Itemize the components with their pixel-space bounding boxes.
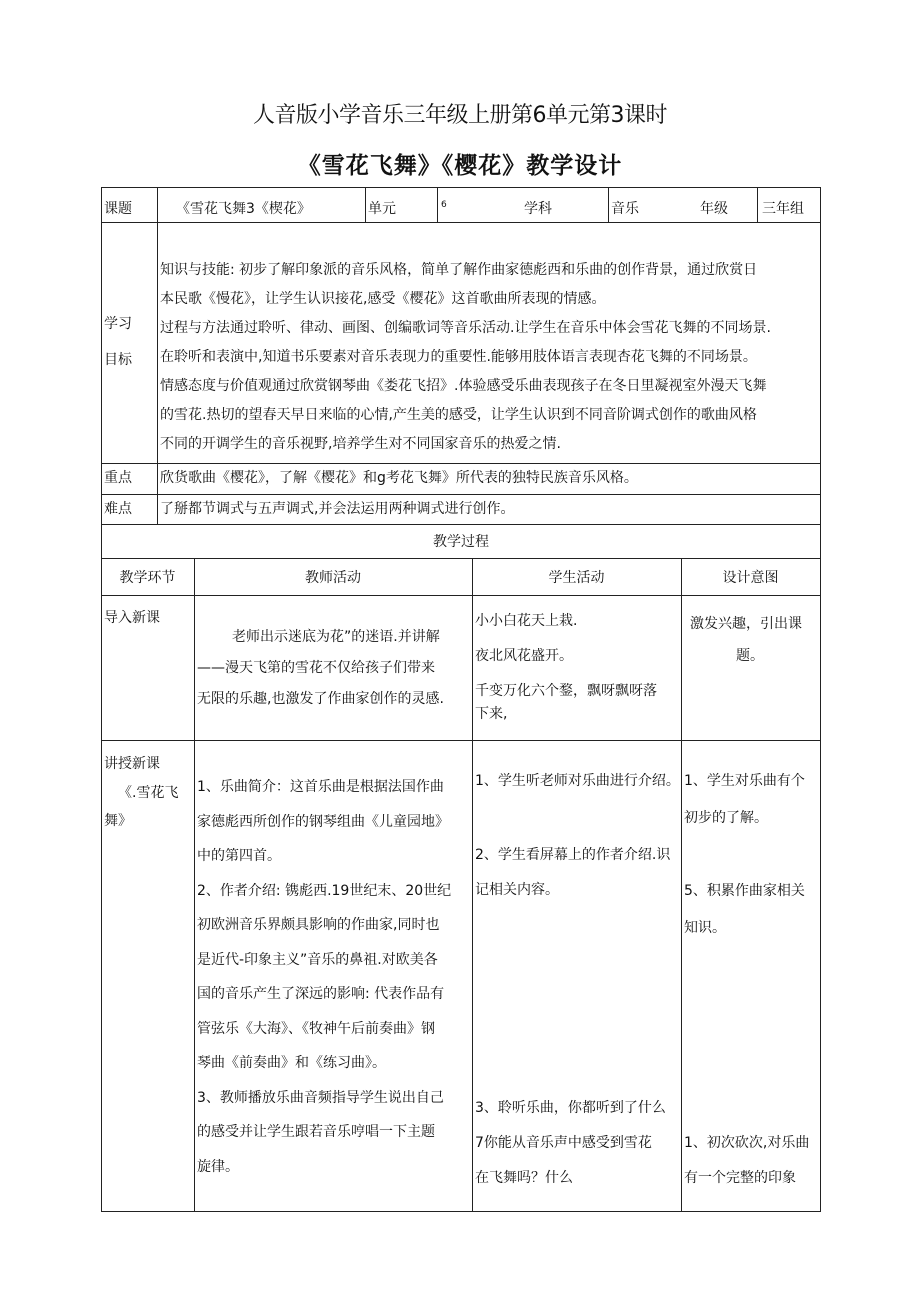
topic-label: 课题 xyxy=(104,201,132,217)
intro-student-activity xyxy=(475,604,657,732)
text-line: 讲授新课 xyxy=(104,756,160,772)
text-line: 记相关内容。 xyxy=(475,882,559,898)
lesson-teacher-activity xyxy=(197,770,451,1184)
goals-label-2: 目标 xyxy=(104,352,132,368)
goal-line: 情感态度与价值观通过欣赏钢琴曲《娄花飞招》.体验感受乐曲表现孩子在冬日里凝视室外漫天飞舞 xyxy=(160,378,767,394)
col-header-teacher: 教师活动 xyxy=(305,570,361,586)
text-line: 题。 xyxy=(736,648,764,664)
key-point-text: 欣货歌曲《樱花》，了解《樱花》和g考花飞舞》所代表的独特民族音乐风格。 xyxy=(160,470,638,486)
difficulty-label: 难点 xyxy=(104,501,132,517)
difficulty-text: 了掰都节调式与五声调式,并会法运用两种调式进行创作。 xyxy=(160,501,515,517)
text-line: 旋律。 xyxy=(197,1158,239,1175)
subject-value: 音乐 xyxy=(611,201,639,217)
unit-value: 6 xyxy=(441,200,447,210)
document-title-line1: 人音版小学音乐三年级上册第6单元第3课时 xyxy=(253,103,667,128)
text-line: ——漫天飞第的雪花不仅给孩子们带来 xyxy=(197,660,435,676)
text-line: 琴曲《前奏曲》和《练习曲》。 xyxy=(197,1055,386,1071)
goals-label-1: 学习 xyxy=(104,316,132,332)
text-line: 3、教师播放乐曲音频指导学生说出自己 xyxy=(197,1089,444,1106)
subject-label: 学科 xyxy=(524,201,552,217)
text-line: 家德彪西所创作的钢琴组曲《儿童园地》 xyxy=(197,813,449,830)
goal-line: 本民歌《慢花》，让学生认识接花,感受《樱花》这首歌曲所表现的情感。 xyxy=(160,291,606,307)
text-line: 7你能从音乐声中感受到雪花 xyxy=(475,1135,652,1151)
text-line: 无限的乐趣,也激发了作曲家创作的灵感. xyxy=(197,691,444,707)
unit-label: 单元 xyxy=(368,201,396,217)
goal-line: 知识与技能: 初步了解印象派的音乐风格，简单了解作曲家德彪西和乐曲的创作背景，通过欣赏日 xyxy=(160,262,758,278)
text-line: 在飞舞吗？什么 xyxy=(475,1170,573,1186)
goal-line: 过程与方法通过聆听、律动、画图、创编歌词等音乐活动.让学生在音乐中体会雪花飞舞的不同场景. xyxy=(160,320,771,336)
text-line: 老师出示迷底为花”的迷语.并讲解 xyxy=(232,629,440,645)
goal-line: 在聆听和表演中,知道书乐要素对音乐表现力的重要性.能够用肢体语言表现杏花飞舞的不同场景。 xyxy=(160,349,757,365)
goal-line: 不同的开调学生的音乐视野,培养学生对不同国家音乐的热爱之情. xyxy=(160,436,561,452)
text-line: 的感受并让学生跟若音乐哼唱一下主题 xyxy=(197,1124,435,1140)
text-line: 夜北风花盛开。 xyxy=(475,648,573,664)
text-line: 1、学生听老师对乐曲进行介绍。 xyxy=(475,773,680,789)
goal-line: 的雪花.热切的望春天早日来临的心情,产生美的感受，让学生认识到不同音阶调式创作的歌曲风格 xyxy=(160,407,757,423)
text-line: 激发兴趣，引出课 xyxy=(690,616,802,632)
grade-label: 年级 xyxy=(700,201,728,217)
text-line: 2、作者介绍: 镌彪西.19世纪末、20世纪 xyxy=(197,882,452,899)
stage-intro: 导入新课 xyxy=(104,610,160,626)
text-line: 舞》 xyxy=(104,813,132,829)
text-line: 有一个完整的印象 xyxy=(684,1170,796,1186)
learning-goals-text xyxy=(160,256,771,459)
text-line: 初欧洲音乐界颇具影响的作曲家,同时也 xyxy=(197,917,440,933)
key-point-label: 重点 xyxy=(104,470,132,486)
col-header-intent: 设计意图 xyxy=(722,570,779,586)
text-line: 3、聆听乐曲，你都听到了什么 xyxy=(475,1100,666,1116)
text-line: 1、学生对乐曲有个 xyxy=(684,773,805,789)
topic-value: 《雪花飞舞3《楔花》 xyxy=(176,201,311,217)
text-line: 管弦乐《大海》、《牧神午后前奏曲》钢 xyxy=(197,1020,435,1037)
text-line: 国的音乐产生了深远的影响: 代表作品有 xyxy=(197,986,445,1002)
text-line: 中的第四首。 xyxy=(197,848,281,864)
text-line: 下来, xyxy=(475,706,508,722)
document-title-line2: 《雪花飞舞》《樱花》教学设计 xyxy=(297,153,623,179)
text-line: 是近代-印象主义”音乐的鼻祖.对欧美各 xyxy=(197,951,438,968)
text-line: 1、初次砍次,对乐曲 xyxy=(684,1135,810,1151)
process-title: 教学过程 xyxy=(433,534,489,550)
col-header-student: 学生活动 xyxy=(548,570,605,586)
text-line: 知识。 xyxy=(684,920,726,936)
stage-lesson xyxy=(104,752,178,834)
text-line: 5、积累作曲家相关 xyxy=(684,883,805,899)
intro-teacher-activity xyxy=(197,622,444,715)
col-header-stage: 教学环节 xyxy=(119,570,176,586)
grade-value: 三年组 xyxy=(762,201,804,217)
text-line: 《.雪花飞 xyxy=(118,785,179,801)
intro-design-intent xyxy=(690,605,802,676)
text-line: 1、乐曲简介：这首乐曲是根据法国作曲 xyxy=(197,779,444,795)
text-line: 小小白花天上栽. xyxy=(475,613,578,629)
text-line: 初步的了解。 xyxy=(684,810,768,826)
text-line: 千变万化六个鍪，飘呀飘呀落 xyxy=(475,683,657,699)
text-line: 2、学生看屏幕上的作者介绍.识 xyxy=(475,847,671,863)
